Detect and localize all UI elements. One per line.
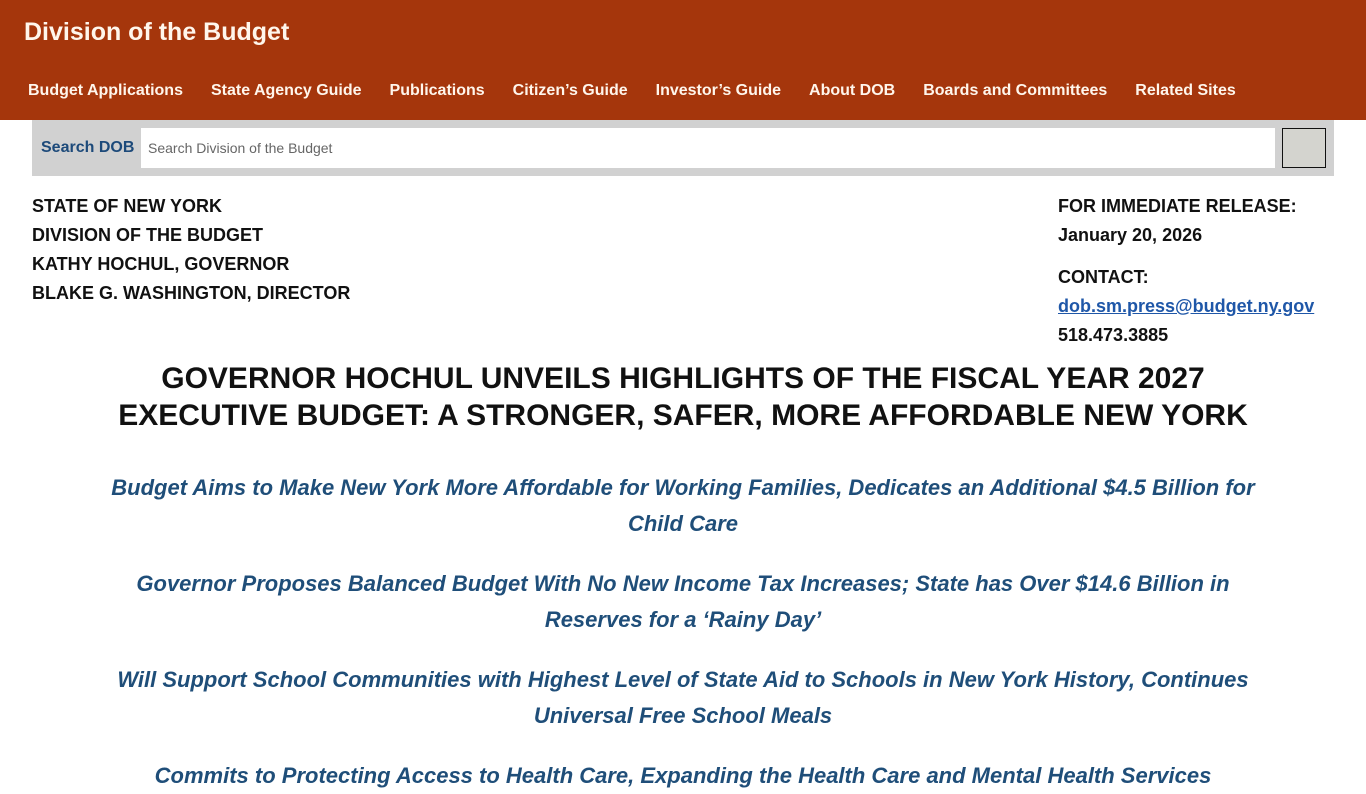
headline-line-1: GOVERNOR HOCHUL UNVEILS HIGHLIGHTS OF THE FISCAL YEAR 2027 — [161, 362, 1205, 395]
contact-email-link[interactable]: dob.sm.press@budget.ny.gov — [1058, 296, 1315, 316]
release-label: FOR IMMEDIATE RELEASE: — [1058, 196, 1297, 216]
nav-related-sites[interactable]: Related Sites — [1135, 82, 1236, 99]
nav-about-dob[interactable]: About DOB — [809, 82, 896, 99]
search-button[interactable] — [1282, 128, 1326, 168]
agency-director: BLAKE G. WASHINGTON, DIRECTOR — [32, 283, 351, 303]
nav-boards-and-committees[interactable]: Boards and Committees — [923, 82, 1108, 99]
site-header — [0, 0, 1366, 120]
agency-governor: KATHY HOCHUL, GOVERNOR — [32, 254, 290, 274]
main-nav — [14, 82, 1250, 100]
subheading: Budget Aims to Make New York More Affordable for Working Families, Dedicates an Additional $4.5 Billion for Child Care — [111, 475, 1255, 536]
nav-state-agency-guide[interactable]: State Agency Guide — [210, 82, 362, 99]
search-input[interactable] — [141, 128, 1275, 168]
headline-line-2: EXECUTIVE BUDGET: A STRONGER, SAFER, MORE AFFORDABLE NEW YORK — [118, 399, 1248, 432]
agency-division: DIVISION OF THE BUDGET — [32, 225, 264, 245]
nav-budget-applications[interactable]: Budget Applications — [28, 82, 183, 99]
release-date: January 20, 2026 — [1058, 225, 1203, 245]
nav-citizens-guide[interactable]: Citizen’s Guide — [512, 82, 628, 99]
search-bar — [32, 120, 1334, 176]
contact-label: CONTACT: — [1058, 267, 1149, 287]
subheadings — [0, 470, 1366, 794]
contact-phone: 518.473.3885 — [1058, 325, 1169, 345]
subheading: Governor Proposes Balanced Budget With No New Income Tax Increases; State has Over $14.6 Billion in Reserves for a ‘Rainy Day’ — [136, 571, 1230, 632]
page-title — [0, 360, 1366, 434]
subheading: Commits to Protecting Access to Health Care, Expanding the Health Care and Mental Health Services — [154, 763, 1212, 788]
release-info — [1058, 192, 1314, 350]
search-label: Search DOB — [41, 139, 135, 156]
agency-info — [32, 192, 350, 308]
site-title-link[interactable]: Division of the Budget — [24, 18, 290, 46]
agency-state: STATE OF NEW YORK — [32, 196, 223, 216]
nav-publications[interactable]: Publications — [389, 82, 485, 99]
nav-investors-guide[interactable]: Investor’s Guide — [655, 82, 782, 99]
subheading: Will Support School Communities with Highest Level of State Aid to Schools in New York History, Continues Universal Free School Meals — [117, 667, 1249, 728]
